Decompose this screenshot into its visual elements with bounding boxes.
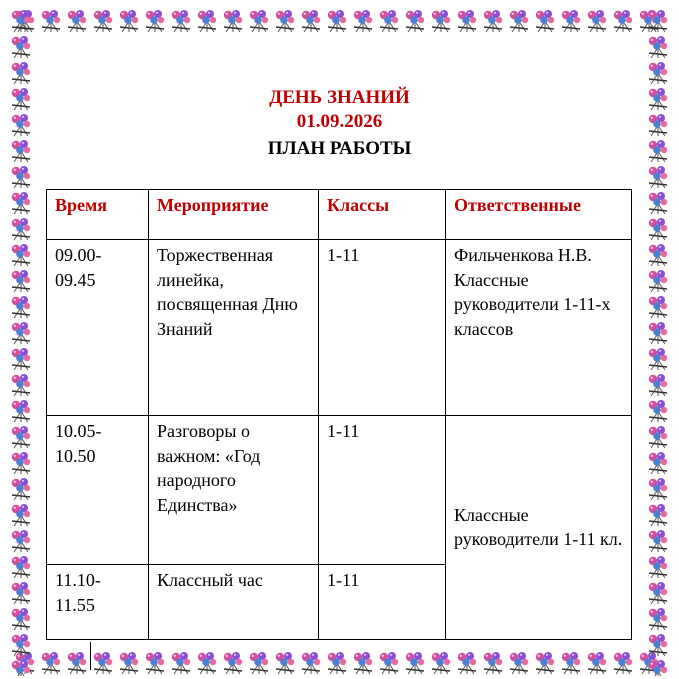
balloon-bouquet-icon (428, 8, 454, 34)
balloon-bouquet-icon (8, 528, 34, 554)
balloon-bouquet-icon (8, 372, 34, 398)
balloon-bouquet-icon (64, 8, 90, 34)
balloon-bouquet-icon (8, 164, 34, 190)
classes-cell: 1-11 (319, 565, 446, 640)
schedule-table (46, 189, 632, 640)
balloon-bouquet-icon (8, 60, 34, 86)
responsible-cell (446, 416, 632, 640)
balloon-bouquet-icon (8, 632, 34, 658)
balloon-bouquet-icon (645, 372, 671, 398)
time-start: 09.00- (55, 245, 102, 265)
balloon-bouquet-icon (8, 346, 34, 372)
event-cell: Разговоры о важном: «Год народного Единства» (149, 416, 319, 565)
balloon-bouquet-icon (645, 450, 671, 476)
header-classes: Классы (319, 190, 446, 240)
title-day-of-knowledge: ДЕНЬ ЗНАНИЙ (269, 87, 410, 108)
balloon-bouquet-icon (116, 8, 142, 34)
table-row (47, 416, 632, 565)
balloon-bouquet-icon (402, 650, 428, 676)
balloon-bouquet-icon (8, 8, 34, 34)
balloon-bouquet-icon (168, 650, 194, 676)
balloon-bouquet-icon (610, 8, 636, 34)
balloon-bouquet-icon (64, 650, 90, 676)
balloon-bouquet-icon (480, 8, 506, 34)
balloon-bouquet-icon (272, 650, 298, 676)
balloon-bouquet-icon (8, 606, 34, 632)
balloon-bouquet-icon (645, 216, 671, 242)
balloon-bouquet-icon (584, 650, 610, 676)
header-responsible: Ответственные (446, 190, 632, 240)
title-work-plan: ПЛАН РАБОТЫ (267, 138, 412, 159)
balloon-bouquet-icon (142, 650, 168, 676)
balloon-bouquet-icon (402, 8, 428, 34)
balloon-bouquet-icon (645, 502, 671, 528)
balloon-bouquet-icon (8, 268, 34, 294)
balloon-bouquet-icon (350, 8, 376, 34)
balloon-bouquet-icon (8, 658, 34, 676)
balloon-bouquet-icon (298, 650, 324, 676)
balloon-bouquet-icon (645, 476, 671, 502)
balloon-bouquet-icon (350, 650, 376, 676)
balloon-bouquet-icon (8, 450, 34, 476)
balloon-bouquet-icon (324, 650, 350, 676)
balloon-bouquet-icon (194, 650, 220, 676)
table-header-row (47, 190, 632, 240)
balloon-bouquet-icon (506, 8, 532, 34)
time-end: 09.45 (55, 269, 96, 290)
responsible-cell: Фильченкова Н.В. Классные руководители 1-11-х классов (446, 240, 632, 416)
balloon-bouquet-icon (645, 632, 671, 658)
header-event: Мероприятие (149, 190, 319, 240)
balloon-bouquet-icon (645, 294, 671, 320)
text-cursor (90, 642, 91, 670)
balloon-bouquet-icon (610, 650, 636, 676)
balloon-bouquet-icon (645, 190, 671, 216)
balloon-bouquet-icon (480, 650, 506, 676)
balloon-bouquet-icon (558, 8, 584, 34)
balloon-bouquet-icon (645, 580, 671, 606)
classes-cell: 1-11 (319, 240, 446, 416)
time-cell (47, 565, 149, 640)
balloon-bouquet-icon (645, 268, 671, 294)
balloon-bouquet-icon (454, 8, 480, 34)
time-cell (47, 416, 149, 565)
classes-cell: 1-11 (319, 416, 446, 565)
balloon-bouquet-icon (645, 60, 671, 86)
balloon-bouquet-icon (116, 650, 142, 676)
header-time: Время (47, 190, 149, 240)
balloon-bouquet-icon (532, 8, 558, 34)
balloon-bouquet-icon (376, 650, 402, 676)
time-end: 10.50 (55, 445, 96, 466)
time-start: 10.05- (55, 421, 102, 441)
balloon-bouquet-icon (376, 8, 402, 34)
time-end: 11.55 (55, 594, 95, 615)
balloon-bouquet-icon (8, 242, 34, 268)
balloon-bouquet-icon (220, 8, 246, 34)
balloon-bouquet-icon (645, 606, 671, 632)
page-border-bottom (12, 650, 672, 676)
balloon-bouquet-icon (8, 190, 34, 216)
balloon-bouquet-icon (8, 320, 34, 346)
balloon-bouquet-icon (532, 650, 558, 676)
time-start: 11.10- (55, 570, 101, 590)
balloon-bouquet-icon (194, 8, 220, 34)
table-row (47, 240, 632, 416)
balloon-bouquet-icon (645, 528, 671, 554)
event-cell: Торжественная линейка, посвященная Дню Знаний (149, 240, 319, 416)
balloon-bouquet-icon (272, 8, 298, 34)
balloon-bouquet-icon (8, 502, 34, 528)
balloon-bouquet-icon (8, 476, 34, 502)
balloon-bouquet-icon (324, 8, 350, 34)
balloon-bouquet-icon (298, 8, 324, 34)
balloon-bouquet-icon (454, 650, 480, 676)
event-cell: Классный час (149, 565, 319, 640)
balloon-bouquet-icon (428, 650, 454, 676)
balloon-bouquet-icon (645, 164, 671, 190)
responsible-text: Классные руководители 1-11 кл. (454, 504, 623, 549)
balloon-bouquet-icon (8, 424, 34, 450)
balloon-bouquet-icon (246, 650, 272, 676)
balloon-bouquet-icon (246, 8, 272, 34)
balloon-bouquet-icon (168, 8, 194, 34)
balloon-bouquet-icon (8, 34, 34, 60)
balloon-bouquet-icon (38, 650, 64, 676)
balloon-bouquet-icon (506, 650, 532, 676)
balloon-bouquet-icon (90, 650, 116, 676)
balloon-bouquet-icon (8, 294, 34, 320)
balloon-bouquet-icon (8, 554, 34, 580)
balloon-bouquet-icon (8, 398, 34, 424)
balloon-bouquet-icon (645, 346, 671, 372)
balloon-bouquet-icon (38, 8, 64, 34)
balloon-bouquet-icon (645, 34, 671, 60)
balloon-bouquet-icon (645, 424, 671, 450)
balloon-bouquet-icon (645, 320, 671, 346)
title-date: 01.09.2026 (296, 111, 383, 132)
balloon-bouquet-icon (558, 650, 584, 676)
balloon-bouquet-icon (90, 8, 116, 34)
balloon-bouquet-icon (645, 554, 671, 580)
balloon-bouquet-icon (142, 8, 168, 34)
balloon-bouquet-icon (645, 242, 671, 268)
balloon-bouquet-icon (8, 580, 34, 606)
balloon-bouquet-icon (584, 8, 610, 34)
balloon-bouquet-icon (645, 658, 671, 676)
balloon-bouquet-icon (220, 650, 246, 676)
balloon-bouquet-icon (645, 8, 671, 34)
time-cell (47, 240, 149, 416)
page-border-top (12, 8, 672, 34)
balloon-bouquet-icon (8, 216, 34, 242)
balloon-bouquet-icon (645, 398, 671, 424)
